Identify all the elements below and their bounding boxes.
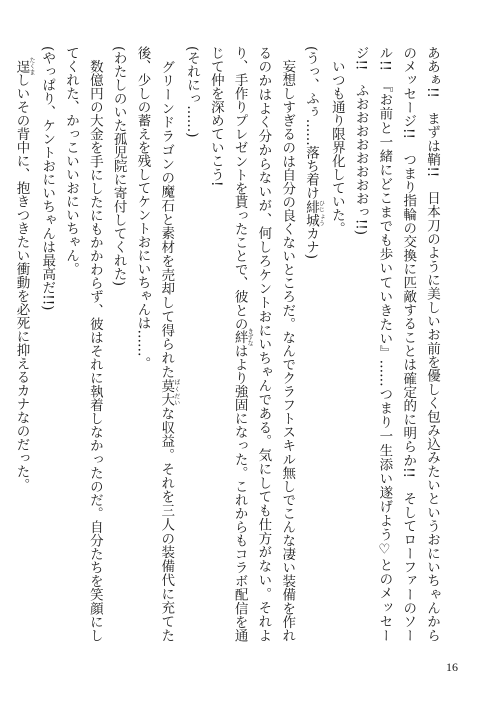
paragraph-text: カナ) xyxy=(303,226,320,260)
ruby-base: 逞 xyxy=(13,57,30,76)
ruby-reading: きずな xyxy=(246,328,254,347)
ruby-reading: たくま xyxy=(27,57,35,76)
paragraph-limit-break xyxy=(324,46,348,642)
paragraph-text: (それにっ……) xyxy=(184,46,201,138)
paragraph-text: はより強固になった。これからもコラボ配信を通じて仲を深めていこう! xyxy=(207,46,248,643)
ruby-reading: ひじょう xyxy=(317,199,325,227)
paragraph-text: しいその背中に、抱きつきたい衝動を必死に抑えるカナなのだった。 xyxy=(13,73,30,492)
vertical-text-body xyxy=(13,46,443,643)
paragraph-text: グリーンドラゴンの魔石と素材を売却して得られた xyxy=(158,59,175,379)
page-number: 16 xyxy=(446,660,458,674)
ruby-kizuna xyxy=(231,328,254,347)
ruby-reading: ばくだい xyxy=(172,378,180,407)
paragraph-text: (やっぱり、ケントおにいちゃんは最高だ!!) xyxy=(39,46,56,311)
paragraph-fortune xyxy=(58,46,106,642)
paragraph-orphanage xyxy=(106,46,130,642)
paragraph-text: ああぁ!! まずは鞘!! 日本刀のように美しいお前を優しく包み込みたいというおにいちゃんからのメッセージ!! つまり指輪の交換に匹敵することは確定的に明らか!! そしてローファーのソール!! 『お前と一緒にどこまでも歩いていきたい』……つまり一生添い遂げよう♡とのメッセージ!! ふおおおおおおおおっ!!) xyxy=(352,46,440,642)
ruby-base: 絆 xyxy=(231,328,248,347)
paragraph-the-best xyxy=(34,46,58,642)
paragraph-calm-down xyxy=(298,46,324,642)
ruby-bakudai xyxy=(158,378,180,407)
paragraph-monologue-kiss xyxy=(348,46,443,642)
ruby-base: 緋城 xyxy=(303,199,320,227)
paragraph-text: (わたしのいた孤児院に寄付してくれた) xyxy=(110,46,127,287)
paragraph-back xyxy=(9,46,35,642)
paragraph-text: 数億円の大金を手にしたにもかかわらず、彼はそれに執着しなかったのだ。自分たちを笑顔にしてくれた、かっこいいおにいちゃん。 xyxy=(63,46,103,643)
paragraph-text: な収益。それを三人の装備代に充てた後、少しの蓄えを残してケントおにいちゃんは……。 xyxy=(134,46,175,643)
paragraph-text: (うっ、ふぅ……落ち着け xyxy=(303,46,320,200)
paragraph-besides xyxy=(179,46,203,642)
paragraph-text: 妄想しすぎるのは自分の良くないところだ。なんでクラフトスキル無しでこんな凄い装備を作れるのかはよく分からないが、何しろケントおにいちゃんである。気にしても仕方がない。それより、手作りプレゼントを貰ったことで、彼との xyxy=(231,46,296,643)
ruby-hijou xyxy=(303,199,325,227)
paragraph-text: いつも通り限界化していた。 xyxy=(328,59,345,235)
paragraph-delusion xyxy=(203,46,298,642)
ruby-takuma xyxy=(13,57,35,76)
ruby-base: 莫大 xyxy=(158,378,175,407)
paragraph-green-dragon xyxy=(130,46,180,642)
